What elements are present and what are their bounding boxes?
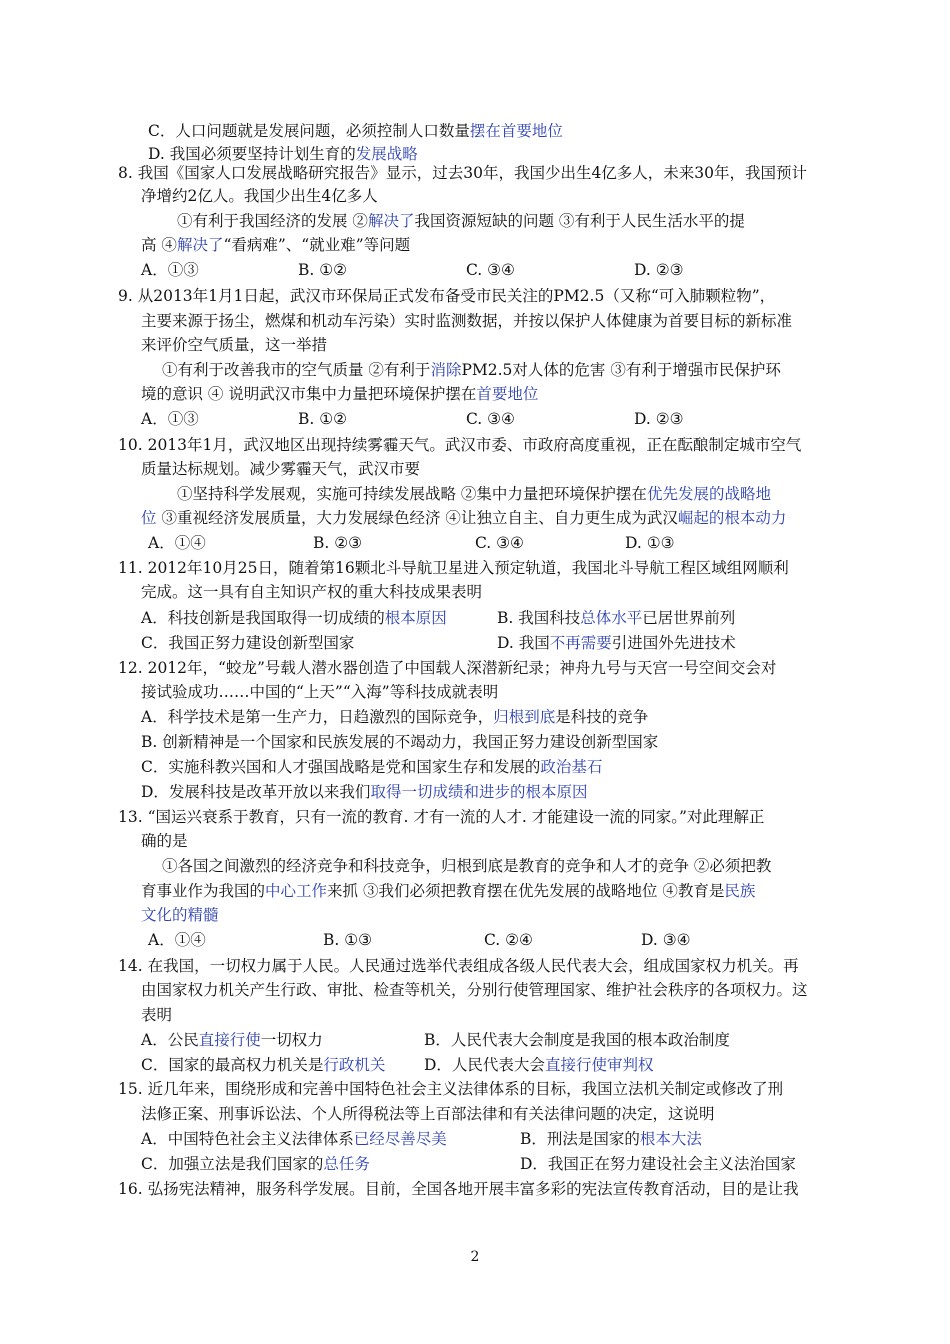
answer-option: D. ①③ [625,534,675,552]
text-segment: B．人民代表大会制度是我国的根本政治制度 [424,1031,730,1049]
text-segment: “看病难”、“就业难”等问题 [223,236,411,254]
highlighted-text: 首要地位 [476,385,539,403]
text-segment: 一切权力 [260,1031,323,1049]
text-line [118,434,801,456]
text-segment: 13. “国运兴衰系于教育，只有一流的教育. 才有一流的人才. 才能建设一流的同家。”对此理解正 [118,808,765,826]
text-segment: 质量达标规划。减少雾霾天气，武汉市要 [141,460,421,478]
answer-option: B. ②③ [313,534,363,552]
answer-option: B. ①③ [323,931,373,949]
text-segment: D．我国正在努力建设社会主义法治国家 [520,1155,796,1173]
text-line [141,234,410,256]
highlighted-text: 位 [141,509,157,527]
text-segment: C．加强立法是我们国家的 [141,1155,324,1173]
highlighted-text: 直接行使审判权 [544,1056,654,1074]
text-segment: C．我国正努力建设创新型国家 [141,634,355,652]
text-line [141,1029,323,1051]
text-line [497,607,735,629]
answer-option: C. ③④ [475,534,524,552]
text-segment: 9. 从2013年1月1日起，武汉市环保局正式发布备受市民关注的PM2.5（又称“可入肺颗粒物”， [118,287,776,305]
answer-option: A．①④ [148,931,206,949]
text-line [141,1004,172,1026]
text-line [424,1029,730,1051]
highlighted-text: 文化的精髓 [141,906,219,924]
text-segment: D．人民代表大会 [424,1056,545,1074]
highlighted-text: 摆在首要地位 [469,122,563,140]
text-segment: 确的是 [141,832,188,850]
text-segment: 来评价空气质量，这一举措 [141,336,328,354]
text-line [141,334,327,356]
text-segment: 法修正案、刑事诉讼法、个人所得税法等上百部法律和有关法律问题的决定，这说明 [141,1105,715,1123]
text-segment: C．实施科教兴国和人才强国战略是党和国家生存和发展的 [141,758,541,776]
highlighted-text: 民族 [724,882,756,900]
text-segment: ①坚持科学发展观，实施可持续发展战略 ②集中力量把环境保护摆在 [177,485,647,503]
text-segment: C．人口问题就是发展问题，必须控制人口数量 [148,122,470,140]
answer-option: C. ③④ [466,261,515,279]
text-line [148,120,563,142]
text-segment: ①有利于我国经济的发展 ② [177,212,368,230]
text-segment: PM2.5对人体的危害 ③有利于增强市民保护环 [461,361,781,379]
text-segment: A．科技创新是我国取得一切成绩的 [141,609,385,627]
answer-option: A．①③ [141,410,199,428]
text-segment: A．科学技术是第一生产力，日趋激烈的国际竞争， [141,708,494,726]
text-line [141,706,648,728]
answer-option: C. ③④ [466,410,515,428]
text-segment: 主要来源于扬尘，燃煤和机动车污染）实时监测数据，并按以保护人体健康为首要目标的新标准 [141,312,793,330]
text-segment: 15. 近几年来，围绕形成和完善中国特色社会主义法律体系的目标，我国立法机关制定或修改了刑 [118,1080,784,1098]
text-segment: B. 创新精神是一个国家和民族发展的不竭动力，我国正努力建设创新型国家 [141,733,659,751]
text-line [141,458,420,480]
text-segment: D．发展科技是改革开放以来我们 [141,783,371,801]
highlighted-text: 根本原因 [384,609,447,627]
text-line [141,1153,370,1175]
text-line [118,162,807,184]
text-line [141,904,219,926]
text-segment: ①各国之间激烈的经济竞争和科技竞争，归根到底是教育的竞争和人才的竞争 ②必须把教 [162,857,772,875]
text-segment: 净增约2亿人。我国少出生4亿多人 [141,187,378,205]
highlighted-text: 崛起的根本动力 [677,509,787,527]
text-line [162,359,781,381]
highlighted-text: 行政机关 [323,1056,386,1074]
text-segment: 接试验成功……中国的“上天”“入海”等科技成就表明 [141,683,499,701]
text-line [141,979,808,1001]
text-segment: 由国家权力机关产生行政、审批、检查等机关，分别行使管理国家、维护社会秩序的各项权力。这 [141,981,808,999]
highlighted-text: 总体水平 [580,609,643,627]
text-line [141,1128,447,1150]
text-line [141,756,602,778]
answer-option: A．①③ [141,261,199,279]
text-line [141,607,447,629]
text-line [141,185,378,207]
text-line [141,781,587,803]
text-line [141,1054,385,1076]
answer-option: D. ②③ [634,261,684,279]
text-segment: 高 ④ [141,236,177,254]
text-line [162,855,771,877]
highlighted-text: 归根到底 [493,708,556,726]
text-line [141,880,755,902]
text-line [177,210,745,232]
highlighted-text: 解决了 [367,212,415,230]
text-line [520,1153,796,1175]
text-line [141,830,188,852]
highlighted-text: 根本大法 [639,1130,702,1148]
text-segment: ③重视经济发展质量，大力发展绿色经济 ④让独立自主、自力更生成为武汉 [156,509,678,527]
text-line [520,1128,702,1150]
text-segment: 来抓 ③我们必须把教育摆在优先发展的战略地位 ④教育是 [327,882,725,900]
text-segment: 已居世界前列 [642,609,736,627]
text-segment: 8. 我国《国家人口发展战略研究报告》显示，过去30年，我国少出生4亿多人，未来30年，我国预计 [118,164,808,182]
text-line [118,657,776,679]
highlighted-text: 发展战略 [355,145,418,163]
text-segment: 12. 2012年，“蛟龙”号载人潜水器创造了中国载人深潜新纪录；神舟九号与天宫一号空间交会对 [118,659,777,677]
text-segment: B. 我国科技 [497,609,581,627]
text-line [118,955,799,977]
text-segment: A．公民 [141,1031,199,1049]
highlighted-text: 优先发展的战略地 [646,485,771,503]
text-line [118,1078,783,1100]
text-line [141,581,482,603]
text-line [141,1103,715,1125]
highlighted-text: 已经尽善尽美 [353,1130,447,1148]
answer-option: D. ③④ [641,931,691,949]
text-segment: D. 我国 [497,634,550,652]
highlighted-text: 总任务 [323,1155,370,1173]
highlighted-text: 取得一切成绩和进步的根本原因 [370,783,588,801]
text-segment: 16. 弘扬宪法精神，服务科学发展。目前，全国各地开展丰富多彩的宪法宣传教育活动，目的是让我 [118,1180,799,1198]
highlighted-text: 政治基石 [540,758,603,776]
text-segment: 11. 2012年10月25日，随着第16颗北斗导航卫星进入预定轨道，我国北斗导航工程区域组网顺利 [118,559,789,577]
text-segment: 表明 [141,1006,173,1024]
highlighted-text: 中心工作 [265,882,328,900]
text-line [424,1054,653,1076]
text-segment: 是科技的竞争 [555,708,649,726]
text-line [141,310,792,332]
text-segment: 10. 2013年1月，武汉地区出现持续雾霾天气。武汉市委、市政府高度重视，正在酝酿制定城市空气 [118,436,802,454]
answer-option: D. ②③ [634,410,684,428]
text-line [177,483,771,505]
text-line [141,731,658,753]
text-line [118,806,764,828]
text-segment: 我国资源短缺的问题 ③有利于人民生活水平的提 [414,212,745,230]
highlighted-text: 直接行使 [198,1031,261,1049]
text-line [141,383,538,405]
text-line [118,557,789,579]
answer-option: B. ①② [298,261,348,279]
highlighted-text: 解决了 [176,236,224,254]
text-segment: A．中国特色社会主义法律体系 [141,1130,354,1148]
text-segment: 境的意识 ④ 说明武汉市集中力量把环境保护摆在 [141,385,477,403]
text-segment: 育事业作为我国的 [141,882,266,900]
text-segment: ①有利于改善我市的空气质量 ②有利于 [162,361,431,379]
text-segment: 引进国外先进技术 [611,634,736,652]
text-segment: D. 我国必须要坚持计划生育的 [148,145,356,163]
highlighted-text: 不再需要 [549,634,612,652]
text-segment: B．刑法是国家的 [520,1130,640,1148]
answer-option: A．①④ [148,534,206,552]
text-line [118,1178,799,1200]
text-line [497,632,736,654]
text-line [118,285,775,307]
highlighted-text: 消除 [430,361,462,379]
page-number: 2 [470,1249,480,1265]
text-line [141,681,498,703]
text-segment: 完成。这一具有自主知识产权的重大科技成果表明 [141,583,483,601]
answer-option: B. ①② [298,410,348,428]
text-segment: 14. 在我国，一切权力属于人民。人民通过选举代表组成各级人民代表大会，组成国家权力机关。再 [118,957,799,975]
answer-option: C. ②④ [484,931,533,949]
text-line [141,632,354,654]
text-segment: C．国家的最高权力机关是 [141,1056,324,1074]
text-line [141,507,786,529]
